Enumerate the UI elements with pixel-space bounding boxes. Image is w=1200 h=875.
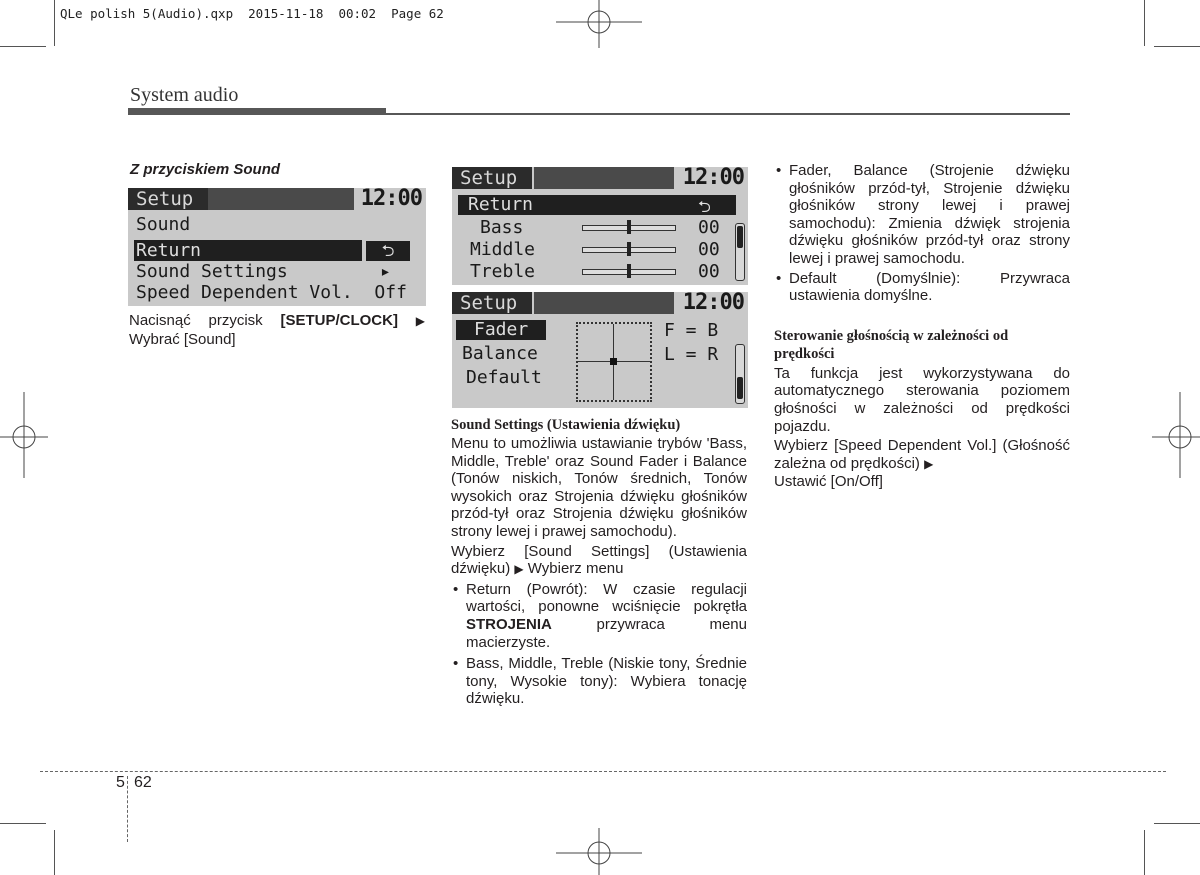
select-menu-text-a: Wybierz [Sound Settings] (Ustawienia dźwięku): [451, 542, 747, 578]
col2-text: [451, 416, 747, 712]
tone-value-middle: 00: [698, 239, 720, 260]
speed-volume-instruction-a: Wybierz [Speed Dependent Vol.] (Głośność zależna od prędkości): [774, 437, 1070, 472]
menu-item-default[interactable]: Default: [466, 367, 542, 388]
arrow-icon: ▶: [415, 314, 426, 328]
screen-clock: 12:00: [360, 188, 422, 211]
tone-value-treble: 00: [698, 261, 720, 282]
crop-mark: [0, 46, 46, 47]
return-icon: ⮌: [698, 197, 711, 216]
col1-heading: Z przyciskiem Sound: [130, 161, 281, 178]
menu-item-fader[interactable]: Fader: [456, 320, 546, 340]
menu-item-speed-dependent-vol[interactable]: Speed Dependent Vol. Off: [136, 282, 407, 303]
screen-clock: 12:00: [682, 167, 744, 190]
return-icon: ⮌: [366, 241, 410, 261]
footer-rule: [40, 771, 1166, 772]
menu-item-sound-settings[interactable]: Sound Settings: [136, 261, 288, 282]
screen-header-label: Setup: [128, 188, 208, 210]
speed-volume-paragraph: Ta funkcja jest wykorzystywana do automatycznego sterowania poziomem głośności w zależności od prędkości pojazdu.: [774, 364, 1070, 435]
treble-slider-knob[interactable]: [627, 264, 631, 278]
col1-instruction: [129, 312, 425, 348]
bullet-return-text-b: przywraca menu macierzyste.: [466, 615, 747, 651]
title-rule: [386, 113, 1070, 115]
instruction-text: Nacisnąć przycisk: [129, 312, 281, 329]
registration-mark-top: [556, 0, 642, 48]
section-title: System audio: [130, 84, 239, 106]
page-number: 62: [134, 774, 152, 791]
speed-volume-heading: Sterowanie głośnością w zależności od prędkości: [774, 327, 1009, 362]
balance-value: L = R: [664, 344, 719, 365]
registration-mark-right: [1152, 392, 1200, 478]
print-slug: QLe polish 5(Audio).qxp 2015-11-18 00:02 Page 62: [60, 6, 444, 21]
middle-slider-knob[interactable]: [627, 242, 631, 256]
menu-item-return[interactable]: Return: [134, 240, 362, 261]
fader-value: F = B: [664, 320, 719, 341]
crop-mark: [1144, 0, 1145, 46]
title-bar: [128, 108, 386, 115]
screen-header-bar: [208, 188, 354, 210]
registration-mark-bottom: [556, 828, 642, 875]
bass-slider-knob[interactable]: [627, 220, 631, 234]
screen-fader-balance: [452, 292, 748, 408]
speed-volume-instruction: [774, 437, 1070, 491]
footer-divider: [127, 776, 128, 842]
sound-settings-heading: Sound Settings (Ustawienia dźwięku): [451, 417, 681, 433]
crop-mark: [0, 823, 46, 824]
bullet-return-text-a: Return (Powrót): W czasie regulacji wartości, ponowne wciśnięcie pokrętła: [466, 580, 747, 616]
tone-label-middle: Middle: [470, 239, 536, 260]
setup-clock-key: [SETUP/CLOCK]: [280, 312, 398, 329]
tone-value-bass: 00: [698, 217, 720, 238]
arrow-icon: ▶: [514, 562, 524, 577]
speed-volume-instruction-b: Ustawić [On/Off]: [774, 473, 883, 491]
screen-sound-menu: [128, 188, 426, 306]
scrollbar[interactable]: [735, 223, 745, 281]
screen-clock: 12:00: [682, 292, 744, 315]
tuning-knob-label: STROJENIA: [466, 615, 552, 633]
screen-header-label: Setup: [452, 292, 532, 314]
menu-item-balance[interactable]: Balance: [462, 343, 538, 364]
select-menu-text-b: Wybierz menu: [523, 560, 624, 578]
section-number: 5: [116, 774, 125, 791]
crop-mark: [1154, 46, 1200, 47]
crop-mark: [54, 0, 55, 46]
tone-label-bass: Bass: [480, 217, 524, 238]
bullet-return: [451, 581, 747, 651]
bullet-bass-middle-treble: • Bass, Middle, Treble (Niskie tony, Średnie tony, Wysokie tony): Wybiera tonację dźwięku.: [451, 655, 747, 708]
bullet-fader-balance: • Fader, Balance (Strojenie dźwięku głośników przód-tył, Strojenie dźwięku głośników strony lewej i prawej samochodu): Zmienia dźwięk strojenia dźwięku głośników przód-tył oraz strony lewej i prawej samochodu.: [774, 162, 1070, 268]
crop-mark: [54, 830, 55, 875]
arrow-icon: ▶: [924, 456, 934, 471]
screen-header-bar: [534, 292, 674, 314]
screen-header-label: Setup: [452, 167, 532, 189]
registration-mark-left: [0, 392, 48, 478]
sound-settings-paragraph: Menu to umożliwia ustawianie trybów 'Bass, Middle, Treble' oraz Sound Fader i Balance (Tonów niskich, Tonów średnich, Tonów wysokich oraz Strojenia dźwięku głośników przód-tył oraz Strojenia dźwięku głośników strony lewej i prawej samochodu).: [451, 435, 747, 540]
screen-bass-middle-treble: [452, 167, 748, 285]
screen-subtitle: Sound: [136, 214, 191, 235]
menu-item-return[interactable]: Return: [458, 195, 736, 215]
bullet-default: • Default (Domyślnie): Przywraca ustawienia domyślne.: [774, 270, 1070, 305]
crop-mark: [1144, 830, 1145, 875]
screen-header-bar: [534, 167, 674, 189]
scroll-thumb[interactable]: [737, 377, 743, 399]
instruction-line2: Wybrać [Sound]: [129, 330, 236, 348]
scroll-thumb[interactable]: [737, 226, 743, 248]
submenu-arrow-icon: ▸: [380, 261, 391, 282]
scrollbar[interactable]: [735, 344, 745, 404]
crop-mark: [1154, 823, 1200, 824]
select-menu-paragraph: [451, 543, 747, 579]
position-marker: [610, 358, 617, 365]
tone-label-treble: Treble: [470, 261, 536, 282]
col3-text: [774, 162, 1070, 491]
